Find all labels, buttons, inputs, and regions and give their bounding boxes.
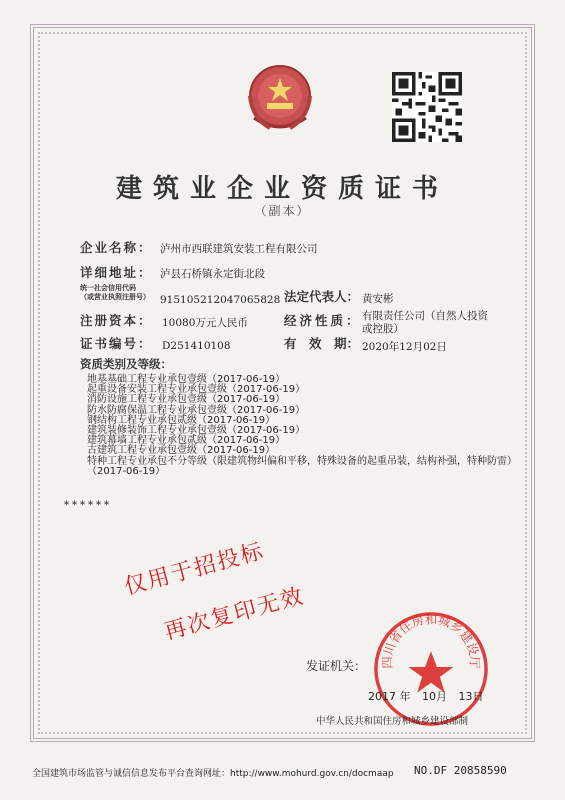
list-item: 古建筑工程专业承包壹级（2017-06-19） [87, 445, 276, 457]
cert-no-label: 证书编号： [80, 336, 153, 351]
economy-line2: 或控股） [362, 323, 404, 335]
qualification-list [87, 375, 527, 477]
list-item: 地基基础工程专业承包壹级（2017-06-19） [87, 374, 286, 385]
end-stars: ****** [64, 500, 112, 511]
official-seal-icon [372, 610, 490, 728]
issue-day: 13 [458, 690, 473, 703]
qr-code [392, 70, 462, 144]
issuer-label: 发证机关： [306, 659, 367, 673]
list-item: 钢结构工程专业承包贰级（2017-06-19） [87, 414, 276, 426]
list-item: 特种工程专业承包不分等级（限建筑物纠偏和平移，特殊设备的起重吊装，结构补强，特种防雷）（2017-06-19） [87, 455, 517, 477]
credit-code: 915105212047065828 [160, 294, 281, 306]
capital: 10080万元人民币 [162, 317, 248, 329]
issue-year-char: 年 [399, 690, 411, 703]
economy-label: 经济性质： [284, 313, 362, 328]
certificate-subtitle: （副本） [254, 204, 311, 218]
address: 泸县石桥镇永定街北段 [160, 268, 265, 280]
certificate-title: 建筑业企业资质证书 [115, 174, 449, 204]
issue-day-char: 日 [472, 690, 484, 703]
footer-query-url: 全国建筑市场监管与诚信信息发布平台查询网址：http://www.mohurd.gov.cn/docmaap [32, 769, 394, 779]
credit-code-label [80, 284, 150, 302]
stamp-line-1: 仅用于招投标 [121, 538, 268, 601]
valid-date: 2020年12月02日 [362, 341, 447, 353]
company-name: 泸州市西联建筑安装工程有限公司 [160, 243, 318, 255]
legal-rep-label: 法定代表人： [284, 289, 360, 304]
list-item: 建筑幕墙工程专业承包贰级（2017-06-19） [87, 435, 286, 447]
stamp-line-2: 再次复印无效 [161, 583, 308, 646]
cert-no: D251410108 [162, 340, 231, 352]
list-item: 建筑装修装饰工程专业承包壹级（2017-06-19） [87, 425, 306, 437]
national-emblem-icon [240, 58, 320, 138]
issue-month: 10 [422, 690, 436, 703]
address-label: 详细地址： [80, 265, 153, 280]
issue-date [368, 688, 484, 704]
credit-code-label-line1: 统一社会信用代码 [80, 284, 136, 292]
issuer-name: 中华人民共和国住房和城乡建设部制 [316, 716, 469, 727]
capital-label: 注册资本： [80, 313, 153, 328]
company-name-label: 企业名称： [80, 240, 153, 255]
credit-code-label-line2: （或营业执照注册号） [80, 293, 150, 301]
economy-line1: 有限责任公司（自然人投资 [362, 310, 488, 322]
list-item: 起重设备安装工程专业承包壹级（2017-06-19） [87, 384, 306, 396]
qualifications-label: 资质类别及等级： [80, 357, 172, 371]
valid-label: 有 效 期： [284, 336, 360, 351]
serial-number: NO.DF 20858590 [414, 764, 507, 777]
list-item: 防水防腐保温工程专业承包壹级（2017-06-19） [87, 404, 306, 416]
issue-month-char: 月 [436, 690, 447, 703]
issue-year: 2017 [368, 690, 396, 703]
list-item: 消防设施工程专业承包壹级（2017-06-19） [87, 394, 286, 406]
seal-text: 四川省住房和城乡建设厅 [380, 612, 482, 669]
legal-rep: 黄安彬 [362, 293, 394, 305]
